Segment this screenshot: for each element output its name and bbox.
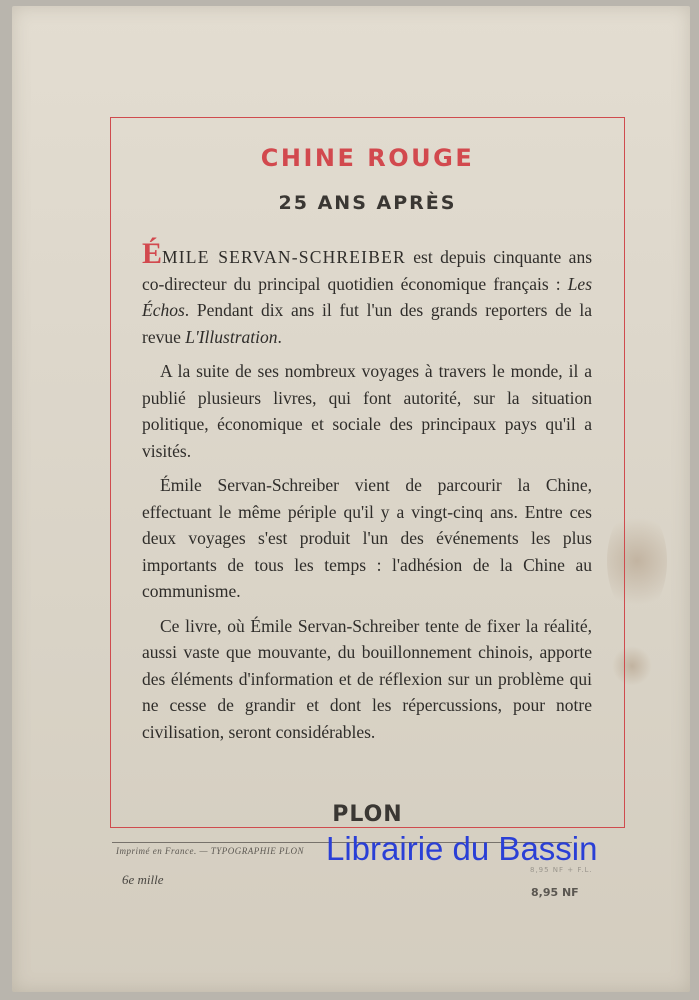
imprint-line: Imprimé en France. — TYPOGRAPHIE PLON <box>116 846 304 856</box>
price: 8,95 NF <box>531 886 579 899</box>
blurb-paragraph-2: A la suite de ses nombreux voyages à travers le monde, il a publié plusieurs livres, qui font autorité, sur la situation politique, économique et sociale des principaux pays qu'il a visités. <box>142 361 592 461</box>
blurb-text <box>142 237 593 753</box>
blurb-paragraph-4: Ce livre, où Émile Servan-Schreiber tente de fixer la réalité, aussi vaste que mouvante, du bouillonnement chinois, apporte des éléments d'information et de réflexion sur un problème qui ne cesse de grandir et dont les répercussions, pour notre civilisation, seront considérables. <box>142 615 592 742</box>
book-subtitle: 25 ANS APRÈS <box>278 192 457 214</box>
old-price-stamp: 8,95 NF + F.L. <box>530 866 593 874</box>
book-title: CHINE ROUGE <box>260 144 475 172</box>
newspaper-title: Les Échos <box>142 273 592 320</box>
watermark-text: Librairie du Bassin <box>326 830 598 867</box>
publisher-name: PLON <box>332 802 403 827</box>
blurb-paragraph-3: Émile Servan-Schreiber vient de parcourir la Chine, effectuant le même périple qu'il y a vingt-cinq ans. Entre ces deux voyages s'est produit l'un des événements les plus importants de tous les temps : l'adhésion de la Chine au communisme. <box>142 475 592 601</box>
author-name: MILE SERVAN-SCHREIBER <box>162 247 406 267</box>
print-run: 6e mille <box>122 872 164 887</box>
drop-cap: É <box>142 237 163 270</box>
blurb-paragraph-1 <box>142 237 593 350</box>
paragraph-text: . <box>277 326 282 347</box>
paragraph-text: . Pendant dix ans il fut l'un des grands reporters de la revue <box>142 300 592 347</box>
magazine-title: L'Illustration <box>185 326 278 347</box>
paragraph-text: est depuis cinquante ans co-directeur du principal quotidien économique français : <box>142 247 593 294</box>
